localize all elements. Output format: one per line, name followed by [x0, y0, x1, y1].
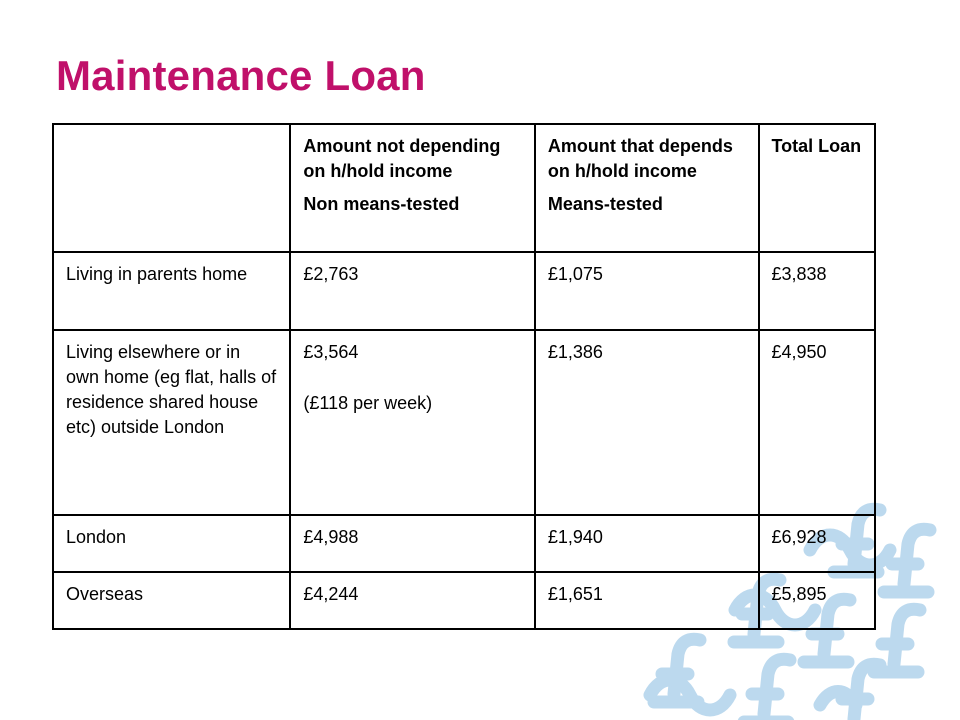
non-means-tested-value: £3,564: [303, 342, 359, 362]
header-total-loan: Total Loan: [759, 124, 876, 252]
non-means-tested-value: £2,763: [290, 252, 534, 330]
row-label: Living in parents home: [53, 252, 290, 330]
row-label: Living elsewhere or in own home (eg flat, halls of residence shared house etc) outside London: [53, 330, 290, 515]
row-label: Overseas: [53, 572, 290, 629]
row-label: London: [53, 515, 290, 572]
slide-title: Maintenance Loan: [56, 52, 426, 99]
header-means-tested-sublabel: Means-tested: [547, 194, 663, 214]
table-header-row: [53, 124, 875, 252]
table-row: [53, 572, 875, 629]
header-means-tested-label: Amount that depends on h/hold income: [547, 136, 733, 181]
table-row: [53, 515, 875, 572]
weekly-amount-note: (£118 per week): [303, 393, 433, 413]
means-tested-value: £1,651: [535, 572, 759, 629]
non-means-tested-value: £4,988: [290, 515, 534, 572]
means-tested-value: £1,386: [535, 330, 759, 515]
total-loan-value: £3,838: [759, 252, 876, 330]
maintenance-loan-table: [52, 123, 876, 630]
header-corner-cell: [53, 124, 290, 252]
header-non-means-tested: [290, 124, 534, 252]
table-row: [53, 330, 875, 515]
means-tested-value: £1,940: [535, 515, 759, 572]
total-loan-value: £6,928: [759, 515, 876, 572]
non-means-tested-cell: [290, 330, 534, 515]
table-row: [53, 252, 875, 330]
total-loan-value: £5,895: [759, 572, 876, 629]
header-non-means-tested-label: Amount not depending on h/hold income: [303, 136, 501, 181]
means-tested-value: £1,075: [535, 252, 759, 330]
total-loan-value: £4,950: [759, 330, 876, 515]
header-means-tested: [535, 124, 759, 252]
header-non-means-tested-sublabel: Non means-tested: [303, 194, 460, 214]
non-means-tested-value: £4,244: [290, 572, 534, 629]
